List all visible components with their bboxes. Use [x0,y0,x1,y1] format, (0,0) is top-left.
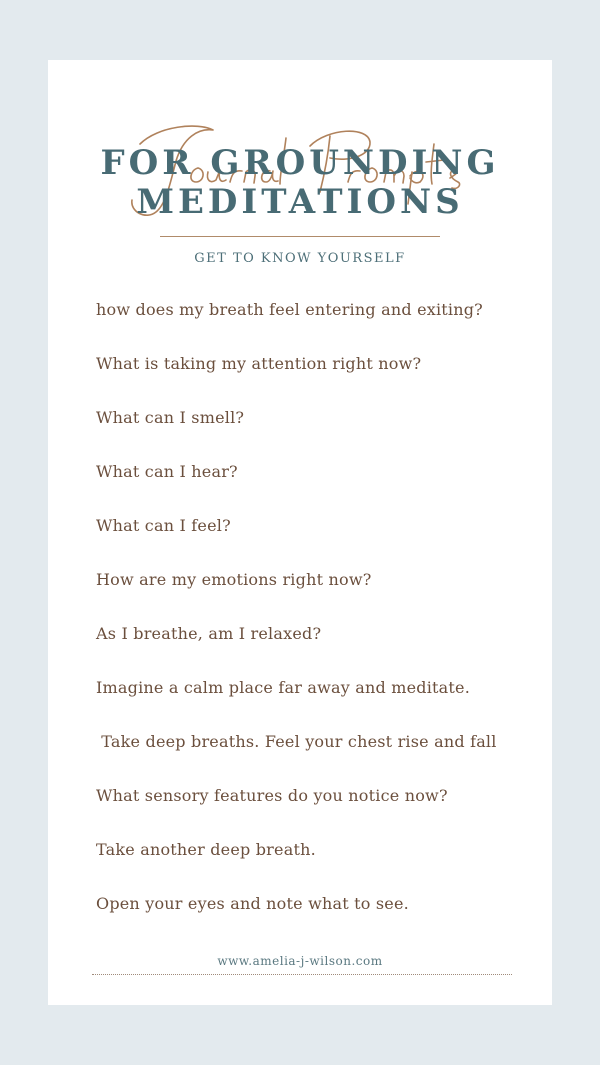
prompt-item: What can I feel? [96,516,231,535]
prompt-item: Take deep breaths. Feel your chest rise and fall [96,732,497,751]
title-line-2: MEDITATIONS [136,182,464,222]
title-divider [160,236,440,237]
prompt-card [48,60,552,1005]
prompt-item: As I breathe, am I relaxed? [96,624,322,643]
prompt-item: how does my breath feel entering and exiting? [96,300,483,319]
subtitle: GET TO KNOW YOURSELF [194,251,406,266]
prompt-item: What can I smell? [96,408,245,427]
prompt-item: How are my emotions right now? [96,570,372,589]
title-line-1: FOR GROUNDING [100,143,500,183]
prompt-item: Imagine a calm place far away and meditate. [96,678,470,697]
prompt-item: What is taking my attention right now? [96,354,422,373]
footer-website-link[interactable]: www.amelia-j-wilson.com [217,954,383,968]
prompt-item: What can I hear? [96,462,238,481]
footer-divider [92,974,512,975]
prompt-list [96,298,497,946]
prompt-item: What sensory features do you notice now? [96,786,448,805]
prompt-item: Open your eyes and note what to see. [96,894,409,913]
prompt-item: Take another deep breath. [96,840,316,859]
